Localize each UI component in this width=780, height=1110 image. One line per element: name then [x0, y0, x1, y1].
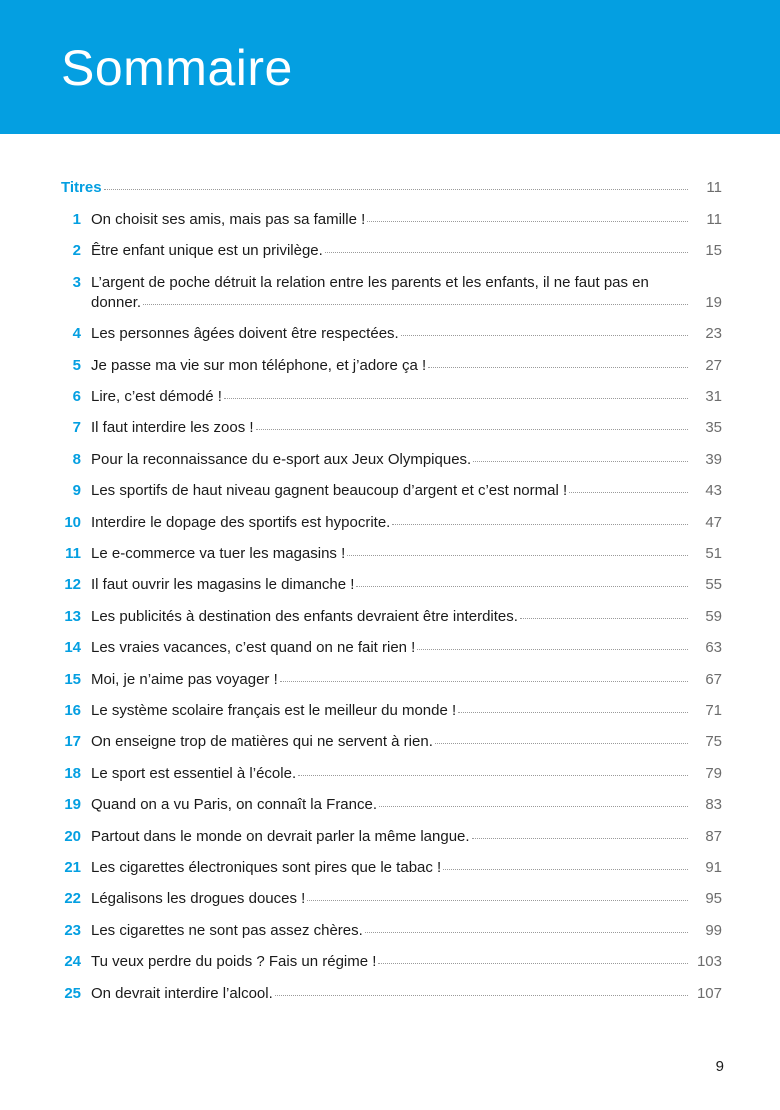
toc-item-number: 13: [64, 607, 81, 625]
toc-page-number: 67: [705, 670, 722, 688]
toc-item-title: On devrait interdire l’alcool.: [91, 984, 273, 1002]
toc-item-title: Le système scolaire français est le meilleur du monde !: [91, 702, 457, 719]
toc-item-title: Tu veux perdre du poids ? Fais un régime !: [91, 953, 377, 971]
toc-item-number: 23: [64, 921, 81, 939]
toc-item-number: 12: [64, 576, 81, 594]
dot-leader: [356, 573, 688, 587]
toc-item-title: donner.: [91, 293, 142, 311]
toc-item-number: 10: [64, 513, 81, 531]
toc-page-number: 79: [705, 764, 722, 782]
toc-item-title: Les vraies vacances, c’est quand on ne fait rien !: [91, 639, 416, 657]
dot-leader: [401, 322, 688, 336]
toc-item-title: Le e-commerce va tuer les magasins !: [91, 545, 346, 562]
toc-item-number: 14: [64, 639, 81, 657]
toc-page-number: 59: [705, 607, 722, 625]
toc-item-title: Il faut interdire les zoos !: [91, 419, 254, 437]
dot-leader: [367, 208, 688, 222]
dot-leader: [443, 856, 688, 870]
toc-item-number: 6: [72, 388, 81, 405]
toc-page-number: 107: [696, 984, 722, 1002]
toc-page-number: 23: [705, 325, 722, 343]
dot-leader: [417, 636, 688, 650]
dot-leader: [307, 887, 688, 901]
toc-item-number: 3: [72, 273, 81, 291]
toc-page-number: 63: [705, 639, 722, 657]
toc-item-number: 5: [72, 356, 81, 374]
dot-leader: [428, 354, 688, 368]
dot-leader: [458, 699, 688, 713]
toc-item-number: 7: [72, 419, 81, 437]
toc-page-number: 11: [706, 179, 722, 196]
toc-item-title: Les cigarettes ne sont pas assez chères.: [91, 921, 363, 939]
toc-item-title: Interdire le dopage des sportifs est hypocrite.: [91, 513, 391, 531]
dot-leader: [256, 416, 688, 430]
toc-item-title: Moi, je n’aime pas voyager !: [91, 670, 278, 688]
toc-item-title: Partout dans le monde on devrait parler la même langue.: [91, 827, 470, 845]
toc-item-number: 18: [64, 764, 81, 782]
dot-leader: [280, 668, 688, 682]
dot-leader: [392, 511, 688, 525]
toc-item-number: 20: [64, 827, 81, 845]
toc-item-number: 9: [72, 482, 81, 500]
toc-page-number: 55: [705, 576, 722, 594]
toc-item-number: 24: [64, 953, 81, 971]
toc-page-number: 71: [705, 702, 722, 719]
dot-leader: [473, 448, 688, 462]
toc-page-number: 15: [705, 242, 722, 260]
toc-page-number: 91: [705, 859, 722, 876]
dot-leader: [275, 982, 688, 996]
toc-item-number: 21: [64, 859, 81, 876]
toc-item-number: 19: [64, 796, 81, 814]
dot-leader: [325, 239, 688, 253]
toc-page-number: 27: [705, 356, 722, 374]
dot-leader: [378, 950, 688, 964]
toc-page-number: 99: [705, 921, 722, 939]
toc-section-label: Titres: [61, 179, 102, 196]
toc-item-title-line1: L’argent de poche détruit la relation entre les parents et les enfants, il ne faut pas en: [91, 273, 649, 291]
toc-page-number: 11: [706, 211, 722, 228]
toc-item-title: Il faut ouvrir les magasins le dimanche !: [91, 576, 355, 594]
dot-leader: [347, 542, 688, 556]
toc-item-title: Pour la reconnaissance du e-sport aux Jeux Olympiques.: [91, 450, 472, 468]
toc-item-title: On choisit ses amis, mais pas sa famille !: [91, 211, 366, 228]
toc-item-number: 11: [65, 545, 81, 562]
toc-item-title: Les sportifs de haut niveau gagnent beaucoup d’argent et c’est normal !: [91, 482, 568, 500]
toc-page-number: 35: [705, 419, 722, 437]
toc-item-title: Le sport est essentiel à l’école.: [91, 764, 297, 782]
toc-page-number: 43: [705, 482, 722, 500]
toc-item-number: 4: [72, 325, 81, 343]
dot-leader: [143, 291, 688, 305]
toc-item-number: 8: [72, 450, 81, 468]
toc-item-title: Les publicités à destination des enfants devraient être interdites.: [91, 607, 518, 625]
toc-item-title: Légalisons les drogues douces !: [91, 890, 306, 908]
toc-page-number: 19: [705, 293, 722, 311]
toc-page-number: 87: [705, 827, 722, 845]
dot-leader: [104, 176, 688, 190]
toc-item-title: Les personnes âgées doivent être respectées.: [91, 325, 399, 343]
toc-item-title: On enseigne trop de matières qui ne servent à rien.: [91, 733, 433, 751]
toc-item-title: Lire, c’est démodé !: [91, 388, 222, 405]
toc-item-title: Quand on a vu Paris, on connaît la France.: [91, 796, 378, 814]
header-banner: [0, 0, 780, 134]
dot-leader: [298, 762, 688, 776]
toc-page-number: 75: [705, 733, 722, 751]
toc-page-number: 47: [705, 513, 722, 531]
page-title: Sommaire: [61, 40, 293, 96]
toc-page-number: 103: [696, 953, 722, 971]
toc-item-title: Être enfant unique est un privilège.: [91, 242, 323, 260]
toc-item-number: 16: [64, 702, 81, 719]
page-number: 9: [715, 1058, 724, 1075]
toc-item-number: 1: [72, 211, 81, 228]
toc-page-number: 83: [705, 796, 722, 814]
dot-leader: [569, 479, 688, 493]
toc-item-number: 2: [72, 242, 81, 260]
toc-page-number: 31: [705, 388, 722, 405]
toc-page-number: 51: [705, 545, 722, 562]
toc-page-number: 95: [705, 890, 722, 908]
toc-item-title: Je passe ma vie sur mon téléphone, et j’adore ça !: [91, 356, 427, 374]
dot-leader: [472, 825, 688, 839]
dot-leader: [365, 919, 688, 933]
dot-leader: [224, 385, 688, 399]
toc-item-number: 25: [64, 984, 81, 1002]
toc-item-number: 17: [64, 733, 81, 751]
dot-leader: [435, 730, 688, 744]
toc-page-number: 39: [705, 450, 722, 468]
dot-leader: [520, 605, 688, 619]
toc-item-title: Les cigarettes électroniques sont pires que le tabac !: [91, 859, 442, 876]
toc-item-number: 15: [64, 670, 81, 688]
toc-item-number: 22: [64, 890, 81, 908]
dot-leader: [379, 793, 688, 807]
